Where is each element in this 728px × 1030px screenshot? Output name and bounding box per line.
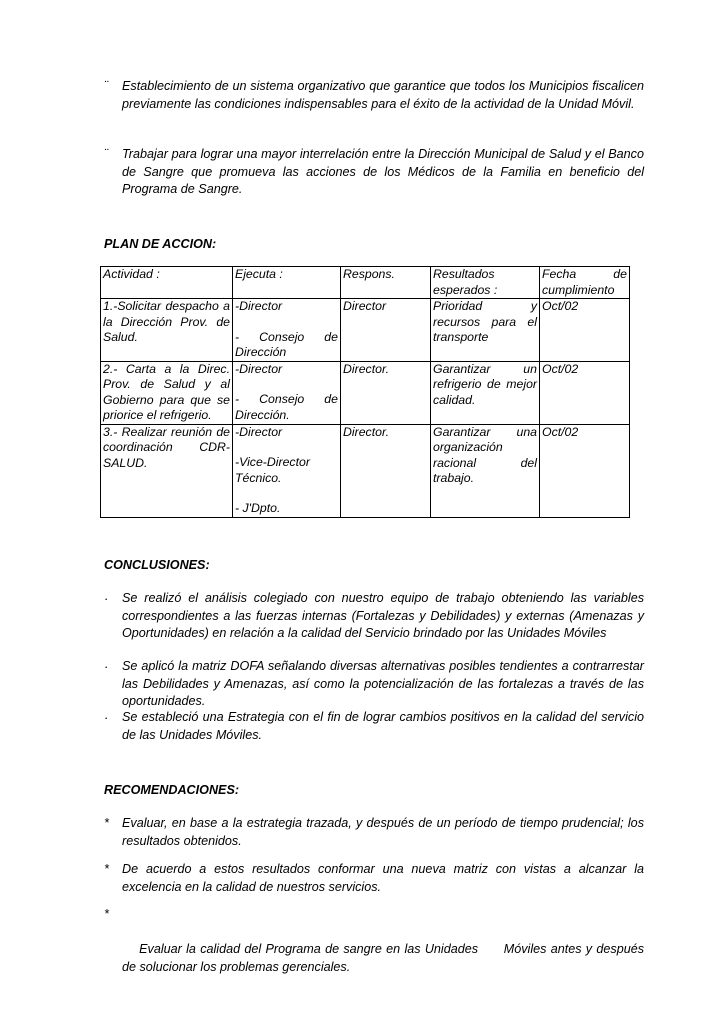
cell-ejecuta: [233, 299, 341, 362]
ejecuta-line: -Director: [235, 361, 283, 376]
conclusion-item-2: [104, 658, 644, 711]
ejecuta-line: - Consejo de Dirección: [235, 329, 338, 359]
cell-fecha: Oct/02: [540, 424, 630, 517]
cell-respons: Director.: [341, 424, 431, 517]
cell-respons: Director.: [341, 361, 431, 424]
plan-heading: PLAN DE ACCION:: [104, 237, 217, 251]
intro-item-1: [104, 78, 644, 113]
conclusion-bullet-2: ·: [104, 659, 109, 674]
conclusion-text-2: Se aplicó la matriz DOFA señalando diversas alternativas posibles tendientes a contrarrestar las Debilidades y Amenazas, así como la potencialización de las fortalezas a través de las oportunidades.: [122, 659, 644, 708]
recommendation-bullet-1: *: [104, 816, 109, 830]
plan-row: [101, 424, 630, 517]
header-resultados: Resultados esperados :: [431, 267, 540, 299]
conclusion-bullet-3: ·: [104, 710, 109, 725]
cell-fecha: Oct/02: [540, 361, 630, 424]
ejecuta-line: - J'Dpto.: [235, 501, 281, 515]
cell-resultados: Prioridad y recursos para el transporte: [431, 299, 540, 362]
ejecuta-line: - Consejo de Dirección.: [235, 392, 338, 422]
cell-ejecuta: [233, 424, 341, 517]
recommendation-item-2: [104, 861, 644, 896]
recomendaciones-heading: RECOMENDACIONES:: [104, 783, 240, 797]
intro-bullet-1: ¨: [104, 79, 109, 93]
ejecuta-line: -Director: [235, 424, 283, 439]
recommendation-item-1: [104, 815, 644, 850]
header-actividad: Actividad :: [101, 267, 233, 299]
cell-resultados: Garantizar una organización racional del trabajo.: [431, 424, 540, 517]
plan-header-row: [101, 267, 630, 299]
conclusion-bullet-1: ·: [104, 591, 109, 606]
cell-actividad: 2.- Carta a la Direc. Prov. de Salud y al Gobierno para que se priorice el refrigerio.: [101, 361, 233, 424]
recommendation-bullet-3: *: [104, 907, 113, 921]
ejecuta-line: -Director: [235, 299, 283, 313]
cell-fecha: Oct/02: [540, 299, 630, 362]
cell-respons: Director: [341, 299, 431, 362]
cell-actividad: 1.-Solicitar despacho a la Dirección Prov. de Salud.: [101, 299, 233, 362]
header-ejecuta: Ejecuta :: [233, 267, 341, 299]
recommendation-bullet-2: *: [104, 862, 109, 876]
cell-ejecuta: [233, 361, 341, 424]
conclusion-item-1: [104, 590, 644, 643]
header-fecha: Fecha de cumplimiento: [540, 267, 630, 299]
conclusion-item-3: [104, 709, 644, 744]
intro-item-2: [104, 146, 644, 199]
recommendation-text-3: Evaluar la calidad del Programa de sangre en las Unidades Móviles antes y después de solucionar los problemas gerenciales.: [122, 942, 648, 974]
intro-text-1: Establecimiento de un sistema organizativo que garantice que todos los Municipios fiscalicen previamente las condiciones indispensables para el éxito de la actividad de la Unidad Móvil.: [122, 79, 644, 111]
intro-text-2: Trabajar para lograr una mayor interrelación entre la Dirección Municipal de Salud y el Banco de Sangre que promueva las acciones de los Médicos de la Familia en beneficio del Programa de Sangre.: [122, 147, 644, 196]
conclusion-text-1: Se realizó el análisis colegiado con nuestro equipo de trabajo obteniendo las variables correspondientes a las fuerzas internas (Fortalezas y Debilidades) y externas (Amenazas y Oportunidades) en relación a la calidad del Servicio brindado por las Unidades Móviles: [122, 591, 644, 640]
recommendation-item-3: [104, 906, 648, 994]
cell-resultados: Garantizar un refrigerio de mejor calidad.: [431, 361, 540, 424]
plan-row: [101, 361, 630, 424]
cell-actividad: 3.- Realizar reunión de coordinación CDR-SALUD.: [101, 424, 233, 517]
plan-table: [100, 266, 630, 518]
recommendation-text-2: De acuerdo a estos resultados conformar una nueva matriz con vistas a alcanzar la excelencia en la calidad de nuestros servicios.: [122, 862, 644, 894]
header-respons: Respons.: [341, 267, 431, 299]
conclusion-text-3: Se estableció una Estrategia con el fin de lograr cambios positivos en la calidad del servicio de las Unidades Móviles.: [122, 710, 644, 742]
conclusiones-heading: CONCLUSIONES:: [104, 558, 210, 572]
ejecuta-line: -Vice-Director Técnico.: [235, 455, 310, 485]
plan-row: [101, 299, 630, 362]
intro-bullet-2: ¨: [104, 147, 109, 161]
recommendation-text-1: Evaluar, en base a la estrategia trazada, y después de un período de tiempo prudencial; los resultados obtenidos.: [122, 816, 644, 848]
